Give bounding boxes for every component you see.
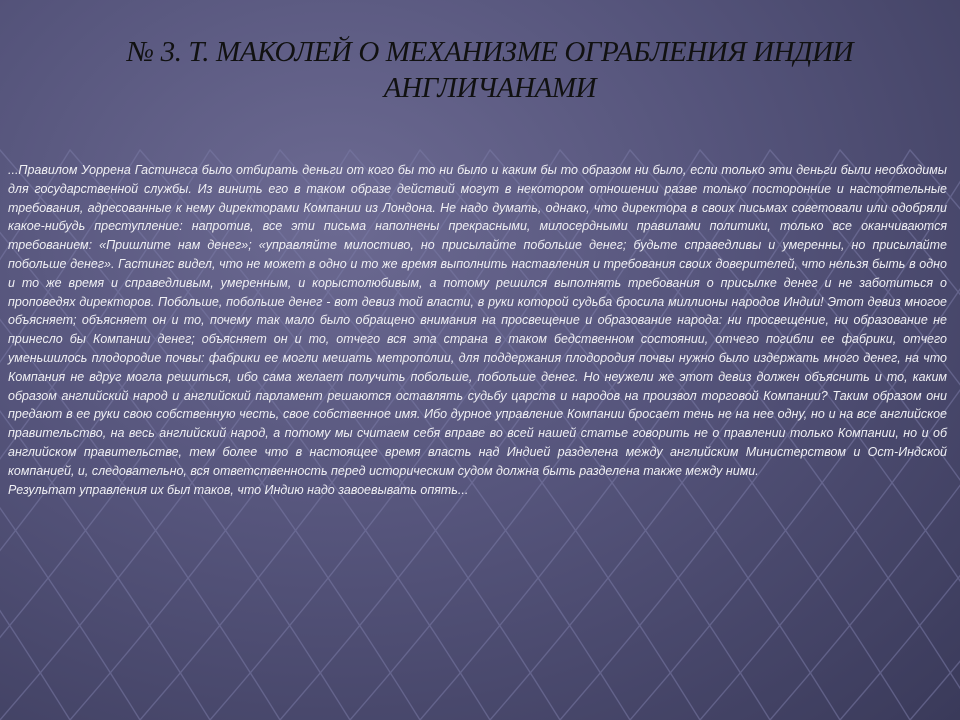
body-paragraph: Результат управления их был таков, что Индию надо завоевывать опять... [8,482,469,497]
body-paragraph: ...Правилом Уоррена Гастингса было отбирать деньги от кого бы то ни было и каким бы то образом ни было, если только эти деньги были необходимы для государственной службы. Из винить его в таком образе действий могут в некотором отношении разве только посторонние и настоятельные требования, адресованные к нему директорами Компании из Лондона. Не надо думать, однако, что директора в своих письмах советовали или одобряли какое-нибудь преступление: напротив, все эти письма наполнены прекрасными, милосердными правилами политики, только все оканчиваются требованием: «Пришлите нам денег»; «управляйте милостиво, но присылайте побольше денег; будьте справедливы и умеренны, но присылайте побольше денег». Гастингс видел, что не может в одно и то же время выполнить наставления и требования своих доверителей, что нельзя быть в одно и то же время и справедливым, умеренным, и корыстолюбивым, а потому решился выполнять требования о присылке денег и не заботиться о проповедях директоров. Побольше, побольше денег - вот девиз той власти, в руки которой судьба бросила миллионы народов Индии! Этот девиз многое объясняет; объясняет он и то, почему так мало было обращено внимания на просвещение и образование народа: ни просвещение, ни образование не принесло бы Компании денег; объясняет он и то, отчего вся эта страна в таком бедственном состоянии, отчего погибли ее фабрики, отчего уменьшилось плодородие почвы: фабрики ее могли мешать метрополии, для поддержания плодородия почвы нужно было издержать много денег, на что Компания не вдруг могла решиться, ибо сама желает получить побольше, побольше денег. Но неужели же этот девиз должен объяснить и то, каким образом английский народ и английский парламент решаются оставлять судьбу царств и народов на произвол торговой Компании? Таким образом они предают в ее руки свою собственную честь, свое собственное имя. Ибо дурное управление Компании бросает тень не на нее одну, но и на все английское правительство, на весь английский народ, а потому мы считаем себя вправе во всей нашей статье говорить не о правлении только Компании, но и об английском правительстве, тем более что в настоящее время власть над Индией разделена между английским Министерством и Ост-Индской компанией, и, следовательно, вся ответственность перед историческим судом должна быть разделена также между ними. [8,163,947,478]
slide-title-line-1: № 3. Т. МАКОЛЕЙ О МЕХАНИЗМЕ ОГРАБЛЕНИЯ ИНДИИ [126,36,854,68]
slide-title-line-2: АНГЛИЧАНАМИ [383,72,597,104]
slide-title [60,34,920,106]
document-body [8,161,947,499]
